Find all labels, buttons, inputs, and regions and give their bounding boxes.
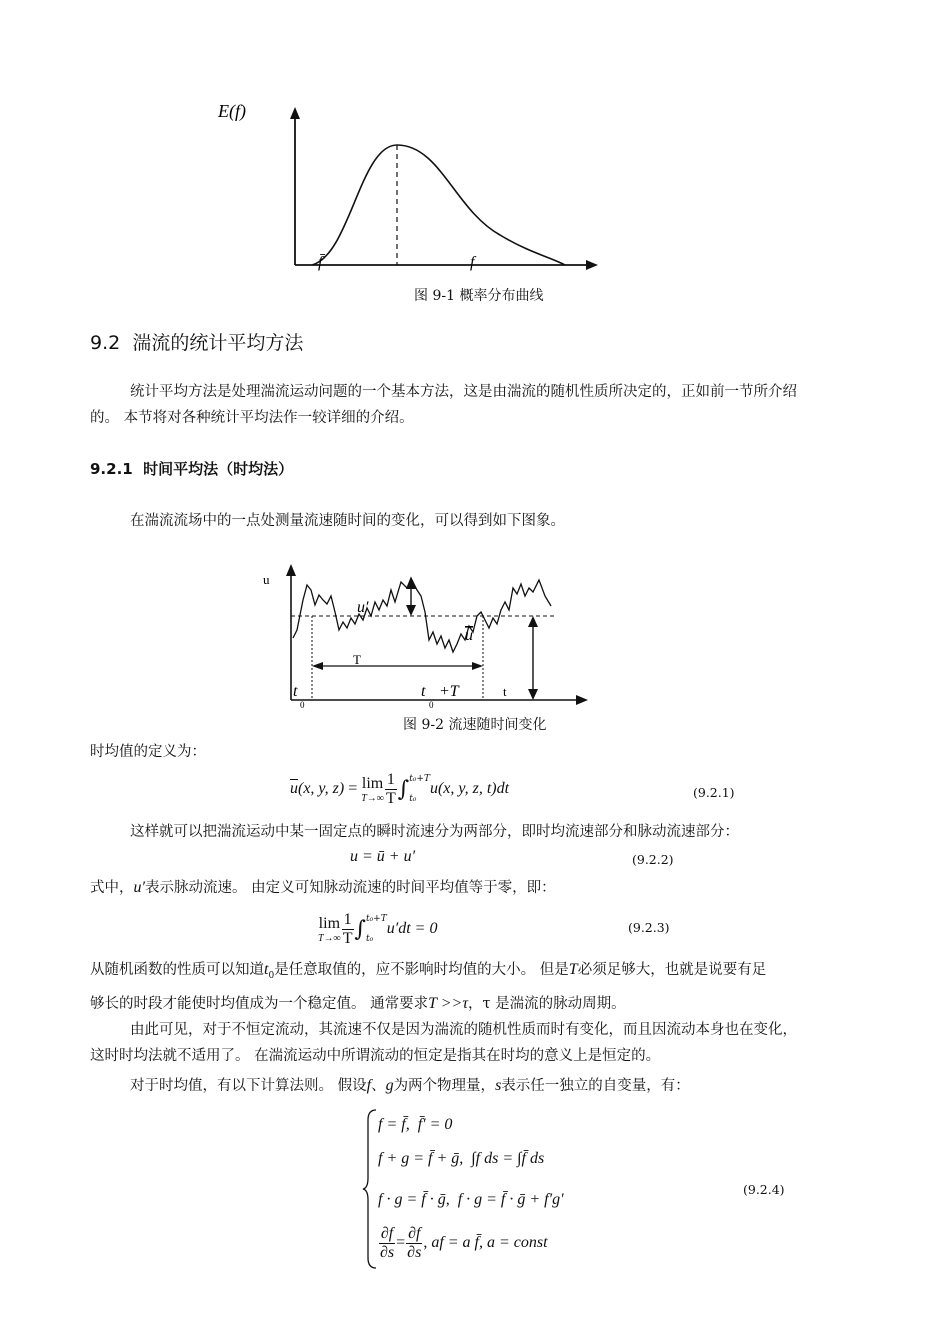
t0T-plus: +T [439,683,459,700]
eq1-integral: ∫ t₀+T t₀ [397,774,430,804]
eq3-lim: lim T→∞ [318,914,341,944]
definition-intro: 时均值的定义为： [90,744,206,760]
unsteady-paragraph-line2: 这时时均法就不适用了。 在湍流运动中所谓流动的恒定是指其在时均的意义上是恒定的。 [90,1048,661,1064]
measure-paragraph: 在湍流流场中的一点处测量流速随时间的变化，可以得到如下图象。 [130,513,565,529]
equation-9-2-3 [318,904,437,954]
probability-curve [312,145,565,265]
figure-2-caption: 图 9-2 流速随时间变化 [403,717,547,733]
where-uprime: u′ [133,879,145,896]
random-paragraph-line2: 够长的时段才能使时均值成为一个稳定值。 通常要求T >>τ，τ 是湍流的脉动周期。 [90,995,626,1012]
T-span-arrow-right [472,662,483,670]
eq1-fraction: $\frac{1}{T}$ [385,770,396,807]
intro-paragraph-line1: 统计平均方法是处理湍流运动问题的一个基本方法，这是由湍流的随机性质所决定的，正如前一节所介绍 [130,384,797,400]
y-axis-label: E(f) [218,101,246,121]
uprime-label: u′ [357,599,369,616]
section-title: 湍流的统计平均方法 [132,332,304,354]
eq1-ubar: $\overline{u}$ [290,780,298,797]
t0-label: t [293,683,298,700]
uprime-arrow-up [406,578,416,589]
equation-9-2-4 [378,1110,564,1266]
eq1-integrand: u(x, y, z, t)dt [429,780,510,797]
t0T-subscript: 0 [429,700,434,710]
x-axis-f-label: f [470,254,475,271]
t-axis-arrow [576,695,588,705]
eq4-row4: $\frac{\partial f}{\partial s}$ = $\frac{\partial f}{\partial s}$ , af = a f̄, a = const [380,1224,548,1261]
u-axis-arrow [286,564,296,576]
equation-number-3: (9.2.3) [628,920,670,935]
intro-paragraph-line2: 的。 本节将对各种统计平均法作一较详细的介绍。 [90,410,414,426]
eq4-row1: f = f̄, f̄′ = 0 [378,1116,453,1133]
eq1-lhs: (x, y, z) [298,780,345,797]
random-paragraph-line1: 从随机函数的性质可以知道$t_0$是任意取值的，应不影响时均值的大小。 但是T必须足够大，也就是说要有足 [90,961,767,981]
T-span-arrow-left [312,662,323,670]
equation-number-4: (9.2.4) [743,1182,785,1197]
unsteady-paragraph-line1: 由此可见，对于不恒定流动，其流速不仅是因为湍流的随机性质而时有变化，而且因流动本身也在变化， [130,1022,797,1038]
eq3-integrand: u′dt = 0 [386,920,438,937]
equation-number-2: (9.2.2) [632,852,674,867]
rules-paragraph: 对于时均值，有以下计算法则。 假设f、g为两个物理量，s表示任一独立的自变量，有： [130,1077,690,1094]
eq4-row3: f · g = f̄ · ḡ, f · g = f̄ · ḡ + f′g′ [378,1191,564,1208]
ubar-arrow-down [528,689,538,700]
split-paragraph: 这样就可以把湍流运动中某一固定点的瞬时流速分为两部分，即时均流速部分和脉动流速部分： [130,824,739,840]
figure-9-1 [200,85,620,285]
equation-9-2-1 [290,764,509,814]
t0-subscript: 0 [300,700,305,710]
uprime-arrow-down [406,605,416,616]
eq3-fraction: $\frac{1}{T}$ [342,910,353,947]
subsection-title: 时间平均法（时均法） [143,460,294,478]
u-axis-label: u [263,572,270,587]
eq3-integral: ∫ t₀+T t₀ [354,914,387,944]
ubar-arrow-up [528,616,538,627]
figure-9-2 [255,560,595,715]
eq1-lim: lim T→∞ [361,774,384,804]
eq4-row2: f + g = f̄ + ḡ, ∫f ds = ∫f̄ ds [378,1150,545,1167]
equation-number-1: (9.2.1) [693,785,735,800]
mean-f-label: f̄ [318,254,323,271]
velocity-fluctuation-curve [293,578,551,652]
t-axis-label: t [503,684,507,699]
where-paragraph: 式中，u′表示脉动流速。 由定义可知脉动流速的时间平均值等于零，即： [90,879,556,896]
ubar-label: u [465,627,473,644]
equation-9-2-2: u = ū + u′ [350,848,416,865]
T-label: T [353,652,361,667]
x-axis-arrow [586,260,598,270]
y-axis-arrow [290,107,300,119]
section-number: 9.2 [90,332,121,354]
subsection-heading [90,458,293,479]
section-heading [90,328,303,355]
subsection-number: 9.2.1 [90,460,133,478]
t0T-label: t [421,683,426,700]
eq1-equals: = [344,780,362,797]
figure-1-caption: 图 9-1 概率分布曲线 [414,288,544,304]
